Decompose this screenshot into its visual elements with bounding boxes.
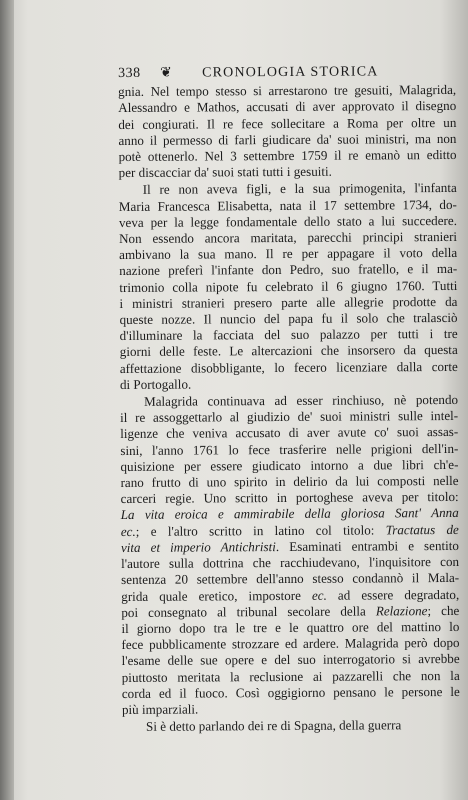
italic-title: ec. [311, 587, 327, 603]
italic-title: Relazione [375, 602, 428, 619]
text-line: Maria Francesca Elisabetta, nata il 17 settembre 1734, do- [118, 196, 457, 214]
text-line: ligenze che veniva accusato di aver avute co' suoi assas- [120, 424, 459, 442]
text-line: poi consegnato al tribunal secolare della Relazione; che [121, 602, 460, 620]
text-line: rano frutto di uno spirito in delirio da lui composti nelle [120, 473, 459, 491]
italic-title: La vita eroica e ammirabile della gloriosa Sant' Anna [120, 505, 459, 523]
text-line: il giorno dopo tra le tre e le quattro ore del mattino lo [121, 618, 460, 636]
paragraph [119, 180, 458, 393]
text-line: trimonio colla nipote fu celebrato il 6 giugno 1760. Tutti [119, 277, 458, 295]
italic-title: vita et imperio Antichristi [120, 538, 276, 555]
text-line: carceri regie. Uno scritto in portoghese aveva per titolo: [120, 489, 459, 507]
text-block [118, 64, 460, 735]
text-line: corda ed il fuoco. Così oggigiorno pensano le persone le [121, 683, 460, 701]
text-line: l'esame delle sue opere e del suo interrogatorio si avrebbe [121, 651, 460, 669]
text-line: vita et imperio Antichristi. Esaminati entrambi e sentito [120, 537, 459, 555]
text-line: anno il permesso di farli giudicare da' suoi ministri, ma non [118, 130, 457, 148]
italic-title: Tractatus de [385, 521, 459, 538]
text-line: ec.; e l'altro scritto in latino col titolo: Tractatus de [120, 521, 459, 539]
text-line: Malagrida continuava ad esser rinchiuso, nè potendo [144, 391, 459, 409]
text-line: piuttosto meritata la reclusione ai pazzarelli che non la [121, 667, 460, 685]
text-line: più imparziali. [121, 701, 199, 717]
text-line: queste nozze. Il nuncio del papa fu il solo che tralasciò [119, 309, 458, 328]
text-line: Alessandro e Mathos, accusati di aver approvato il disegno [118, 98, 457, 116]
paragraph [120, 392, 460, 718]
text-line: grida quale eretico, impostore ec. ad essere degradato, [121, 586, 460, 604]
text-line: potè ottenerlo. Nel 3 settembre 1759 il re emanò un editto [118, 146, 457, 165]
paragraph [122, 717, 460, 735]
text-line: giorni delle feste. Le altercazioni che insorsero da questa [119, 342, 458, 360]
text-line: di Portogallo. [119, 376, 192, 392]
text-line: i ministri stranieri presero parte alle allegrie prodotte da [119, 293, 458, 311]
text-line: affettazione disobbligante, lo fecero licenziare dalla corte [119, 358, 458, 376]
italic-title: ec. [120, 523, 136, 539]
running-head [118, 64, 456, 82]
running-title: CRONOLOGIA STORICA [201, 64, 379, 81]
text-line: dei congiurati. Il re fece sollecitare a Roma per oltre un [118, 114, 457, 132]
text-line: quisizione per essere giudicato intorno a due libri ch'e- [120, 456, 459, 474]
page-gutter-shadow [0, 0, 14, 800]
text-line: il re assoggettarlo al giudizio de' suoi ministri sulle intel- [120, 408, 459, 426]
paragraph [118, 82, 457, 181]
text-line: ambivano la sua mano. Il re per appagare il voto della [119, 245, 458, 263]
page-number: 338 [118, 65, 141, 81]
text-line: per discacciar da' suoi stati tutti i gesuiti. [118, 163, 332, 181]
text-line: nazione preferì l'infante don Pedro, suo fratello, e il ma- [119, 261, 458, 279]
text-line: Non essendo ancora maritata, parecchi principi stranieri [119, 228, 458, 247]
text-line: veva per la legge fondamentale dello stato a lui succedere. [118, 212, 457, 230]
text-line: l'autore sulla dottrina che racchiudevano, l'inquisitore con [120, 554, 460, 572]
body-text [118, 82, 460, 735]
ornament-icon: ❦ [159, 65, 173, 81]
text-line: d'illuminare la facciata del suo palazzo per tutti i tre [119, 326, 458, 344]
text-line: gnia. Nel tempo stesso si arrestarono tre gesuiti, Malagrida, [118, 82, 457, 100]
text-line: sentenza 20 settembre dell'anno stesso condannò il Mala- [121, 570, 460, 588]
text-line: Si è detto parlando dei re di Spagna, della guerra [145, 717, 402, 734]
text-line: Il re non aveva figli, e la sua primogenita, l'infanta [142, 180, 457, 198]
text-line: sini, l'anno 1761 lo fece trasferire nelle prigioni dell'in- [120, 440, 459, 458]
text-line: fece pubblicamente strozzare ed ardere. Malagrida però dopo [121, 635, 460, 653]
